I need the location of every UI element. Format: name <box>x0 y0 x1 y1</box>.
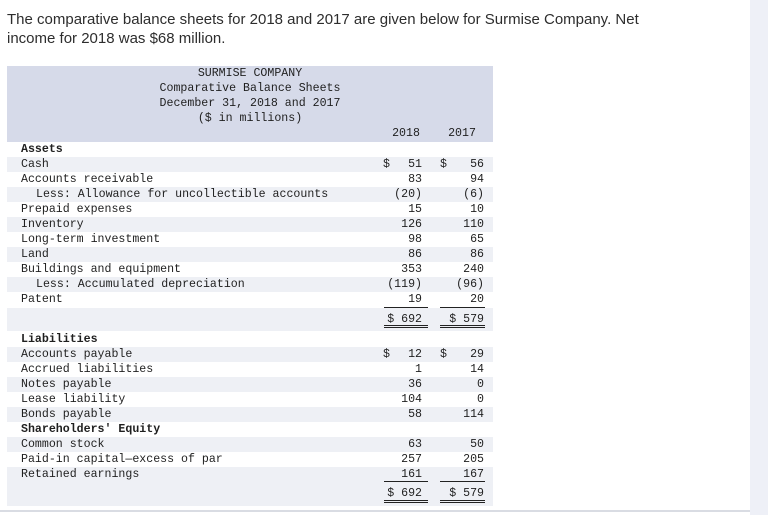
value-2018: 86 <box>408 248 422 261</box>
liabilities-heading: Liabilities <box>21 333 98 346</box>
value-2018: 126 <box>401 218 422 231</box>
statement-date: December 31, 2018 and 2017 <box>159 97 341 110</box>
le-double-rule-a-2017 <box>440 500 485 501</box>
le-total-2017: $ 579 <box>449 487 484 500</box>
value-2017: 0 <box>477 378 484 391</box>
value-2017: 29 <box>470 348 484 361</box>
table-row <box>7 217 493 232</box>
bottom-border <box>0 510 750 512</box>
value-2018: 1 <box>415 363 422 376</box>
row-label: Long-term investment <box>21 233 161 246</box>
le-double-rule-b-2018 <box>384 502 428 503</box>
value-2018: 36 <box>408 378 422 391</box>
assets-subtotal-rule-2018 <box>384 307 428 308</box>
dollar-sign-2018: $ <box>383 348 390 361</box>
table-row <box>7 347 493 362</box>
value-2017: 0 <box>477 393 484 406</box>
table-row <box>7 407 493 422</box>
row-label: Bonds payable <box>21 408 112 421</box>
value-2017: 110 <box>463 218 484 231</box>
value-2018: 353 <box>401 263 422 276</box>
assets-heading-row <box>7 142 493 157</box>
assets-total-2017: $ 579 <box>449 313 484 326</box>
table-row <box>7 452 493 467</box>
value-2017: 94 <box>470 173 484 186</box>
intro-line-1: The comparative balance sheets for 2018 and 2017 are given below for Surmise Company. Net <box>7 11 639 28</box>
table-row <box>7 232 493 247</box>
row-label: Accrued liabilities <box>21 363 154 376</box>
question-intro <box>7 10 707 48</box>
le-double-rule-a-2018 <box>384 500 428 501</box>
equity-heading: Shareholders' Equity <box>21 423 161 436</box>
table-row <box>7 247 493 262</box>
page-edge-shade <box>750 0 768 515</box>
value-2017: 20 <box>470 293 484 306</box>
dollar-sign-2017: $ <box>440 158 447 171</box>
table-row <box>7 172 493 187</box>
row-label: Buildings and equipment <box>21 263 182 276</box>
table-row <box>7 392 493 407</box>
table-row <box>7 202 493 217</box>
table-row <box>7 362 493 377</box>
assets-double-rule-a-2017 <box>440 325 485 326</box>
dollar-sign-2017: $ <box>440 348 447 361</box>
le-subtotal-rule-2018 <box>384 481 428 482</box>
value-2018: 63 <box>408 438 422 451</box>
value-2018: 15 <box>408 203 422 216</box>
dollar-sign-2018: $ <box>383 158 390 171</box>
le-total-2018: $ 692 <box>387 487 422 500</box>
table-row <box>7 467 493 482</box>
row-label: Accounts receivable <box>21 173 154 186</box>
value-2018: 58 <box>408 408 422 421</box>
liabilities-heading-row <box>7 332 493 347</box>
row-label: Less: Accumulated depreciation <box>36 278 245 291</box>
row-label: Land <box>21 248 49 261</box>
value-2017: 65 <box>470 233 484 246</box>
equity-heading-row <box>7 422 493 437</box>
table-row <box>7 187 493 202</box>
value-2017: (6) <box>463 188 484 201</box>
value-2017: (96) <box>456 278 484 291</box>
row-label: Common stock <box>21 438 105 451</box>
row-label: Paid-in capital—excess of par <box>21 453 223 466</box>
le-double-rule-b-2017 <box>440 502 485 503</box>
value-2018: 83 <box>408 173 422 186</box>
statement-title: Comparative Balance Sheets <box>159 82 341 95</box>
value-2018: 161 <box>401 468 422 481</box>
row-label: Lease liability <box>21 393 126 406</box>
row-label: Patent <box>21 293 63 306</box>
value-2017: 10 <box>470 203 484 216</box>
row-label: Prepaid expenses <box>21 203 133 216</box>
statement-units: ($ in millions) <box>197 112 303 125</box>
column-header-2018: 2018 <box>392 127 420 140</box>
value-2018: 19 <box>408 293 422 306</box>
value-2018: 257 <box>401 453 422 466</box>
table-row <box>7 437 493 452</box>
value-2017: 205 <box>463 453 484 466</box>
value-2018: (20) <box>394 188 422 201</box>
table-header-band <box>7 66 493 142</box>
assets-double-rule-a-2018 <box>384 325 428 326</box>
assets-double-rule-b-2018 <box>384 327 428 328</box>
value-2017: 240 <box>463 263 484 276</box>
row-label: Less: Allowance for uncollectible accounts <box>36 188 329 201</box>
assets-heading: Assets <box>21 143 63 156</box>
value-2018: 12 <box>408 348 422 361</box>
row-label: Cash <box>21 158 49 171</box>
company-name: SURMISE COMPANY <box>197 67 303 80</box>
value-2017: 167 <box>463 468 484 481</box>
value-2018: 98 <box>408 233 422 246</box>
row-label: Retained earnings <box>21 468 140 481</box>
value-2017: 50 <box>470 438 484 451</box>
row-label: Accounts payable <box>21 348 133 361</box>
assets-total-2018: $ 692 <box>387 313 422 326</box>
table-row <box>7 377 493 392</box>
value-2017: 114 <box>463 408 484 421</box>
value-2018: 51 <box>408 158 422 171</box>
assets-double-rule-b-2017 <box>440 327 485 328</box>
table-row <box>7 262 493 277</box>
column-header-2017: 2017 <box>448 127 476 140</box>
value-2018: 104 <box>401 393 422 406</box>
table-row <box>7 292 493 307</box>
table-row <box>7 157 493 172</box>
row-label: Inventory <box>21 218 84 231</box>
value-2018: (119) <box>387 278 422 291</box>
table-row <box>7 277 493 292</box>
assets-subtotal-rule-2017 <box>440 307 485 308</box>
value-2017: 86 <box>470 248 484 261</box>
intro-line-2: income for 2018 was $68 million. <box>7 30 226 47</box>
balance-sheet-table <box>7 66 493 508</box>
value-2017: 56 <box>470 158 484 171</box>
value-2017: 14 <box>470 363 484 376</box>
row-label: Notes payable <box>21 378 112 391</box>
le-subtotal-rule-2017 <box>440 481 485 482</box>
